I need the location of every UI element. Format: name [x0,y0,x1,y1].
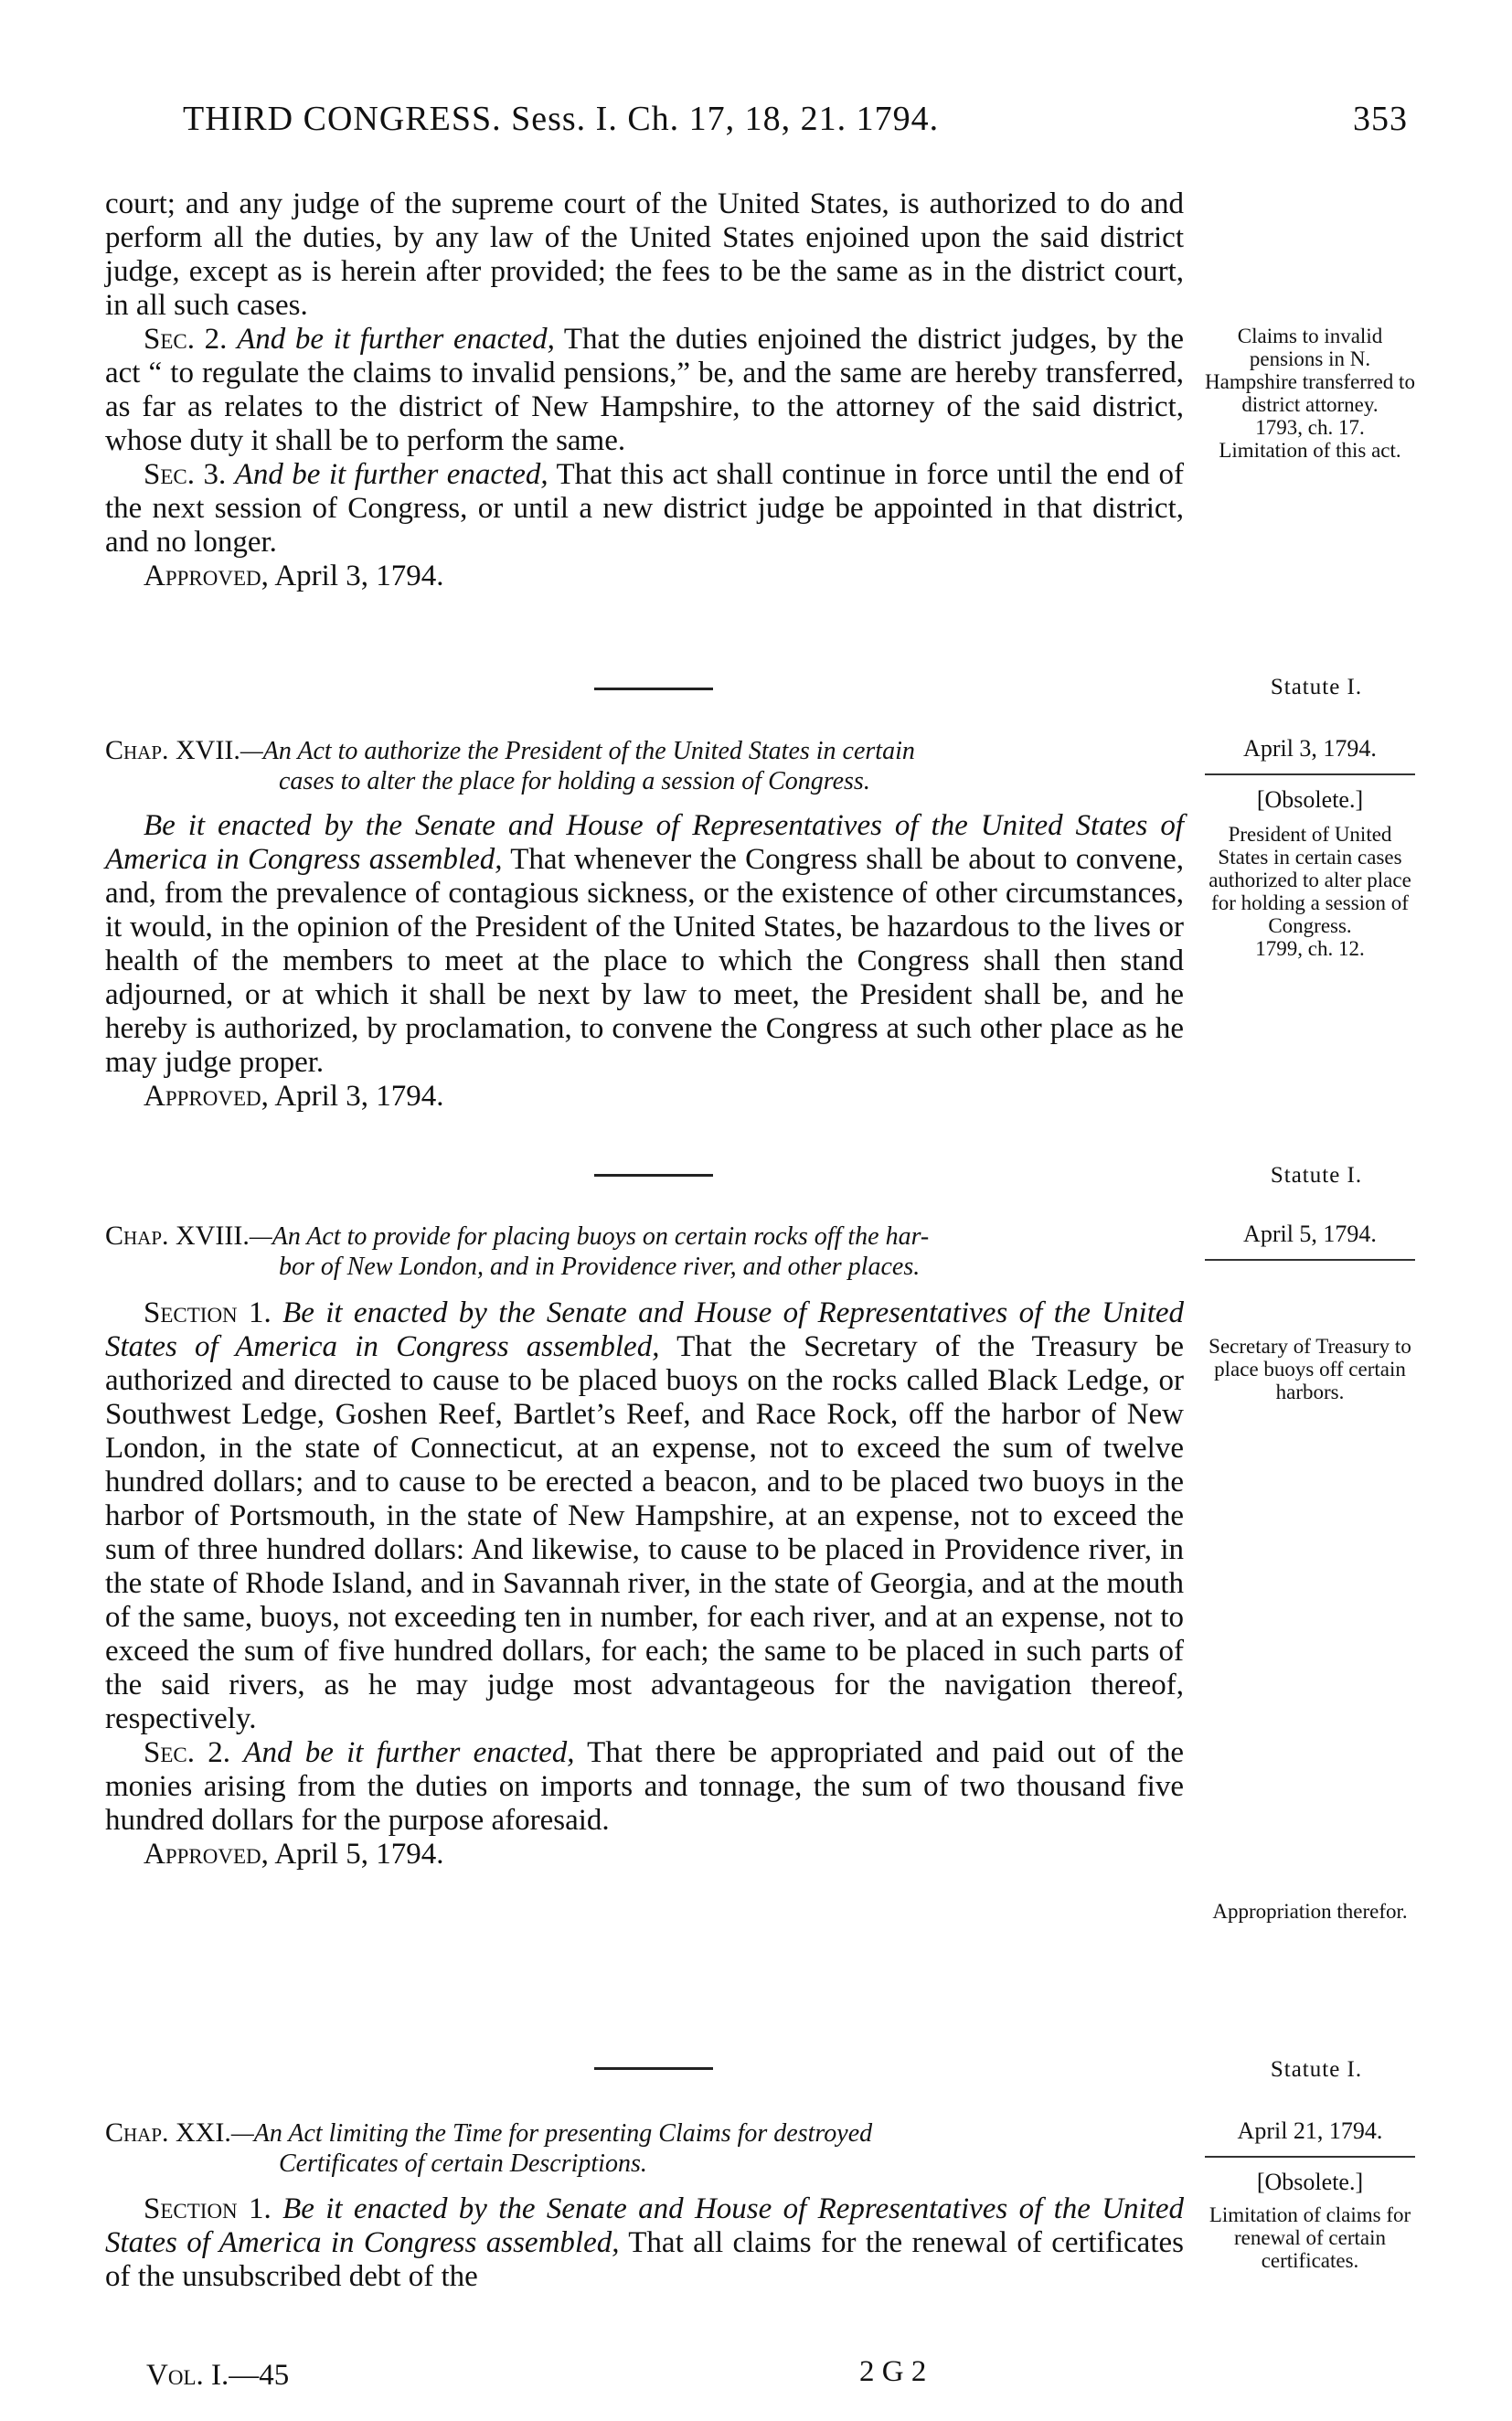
margin-note-treasury: Secretary of Treasury to place buoys off certain harbors. [1209,1335,1411,1403]
approved-line: Approved, April 3, 1794. [144,1080,444,1113]
statute-label: Statute I. [1270,2057,1363,2082]
signature-mark: 2 G 2 [859,2355,927,2388]
intro-paragraph: court; and any judge of the supreme court of the United States, is authorized to do and perform all the duties, by any law of the United States enjoined upon the said district judge, except as is herein after provided; the fees to be the same as in the district court, in all such cases. [105,187,1184,322]
date-rule [1205,773,1415,775]
chapter-title: Chap. XVIII.—An Act to provide for placing buoys on certain rocks off the har- bor of New London, and in Providence river, and other places. [105,1221,930,1281]
margin-note-claims: Claims to invalid pensions in N. Hampshire transferred to district attorney. 1793, ch. 17. Limitation of this act. [1205,325,1415,462]
intro-section-3: Sec. 3. And be it further enacted, That this act shall continue in force until the end of the next session of Congress, or until a new district judge be appointed in that district, and no longer. [105,458,1184,559]
date-rule [1205,2156,1415,2158]
section-rule [594,2067,713,2070]
section-rule [594,688,713,690]
statute-label: Statute I. [1270,1163,1363,1188]
chapter-title: Chap. XXI.—An Act limiting the Time for presenting Claims for destroyed Certificates of certain Descriptions. [105,2117,873,2178]
volume-mark: Vol. I.—45 [146,2359,290,2392]
intro-block [105,187,1184,593]
act-date: April 3, 1794. [1243,735,1377,762]
date-rule [1205,1259,1415,1261]
approved-line: Approved, April 5, 1794. [144,1838,444,1871]
statute-label: Statute I. [1270,675,1363,699]
intro-section-2: Sec. 2. And be it further enacted, That the duties enjoined the district judges, by the act “ to regulate the claims to invalid pensions,” be, and the same are hereby transferred, as far as relates to the district of New Hampshire, to the attorney of the said district, whose duty it shall be to perform the same. [105,323,1185,457]
chapter-body: Section 1. Be it enacted by the Senate and House of Representatives of the United States of America in Congress assembled, That all claims for the renewal of certificates of the unsubscribed debt of the [105,2192,1185,2293]
act-date: April 21, 1794. [1237,2117,1383,2144]
header-title: THIRD CONGRESS. Sess. I. Ch. 17, 18, 21. 1794. [183,100,940,138]
intro-approved: Approved, April 3, 1794. [144,560,444,592]
margin-note-appropriation: Appropriation therefor. [1212,1900,1408,1923]
running-header [183,99,1408,154]
obsolete-note: [Obsolete.] [1256,786,1364,813]
page-number: 353 [1353,100,1408,138]
margin-note-president: President of United States in certain cases authorized to alter place for holding a session of Congress. 1799, ch. 12. [1209,823,1411,960]
section-rule [594,1174,713,1177]
chapter-body: Section 1. Be it enacted by the Senate and House of Representatives of the United States of America in Congress assembled, That the Secretary of the Treasury be authorized and directed to cause to be placed buoys on the rocks called Black Ledge, or Southwest Ledge, Goshen Reef, Bartlet’s Reef, and Race Rock, off the harbor of New London, in the state of Connecticut, at an expense, not to exceed the sum of twelve hundred dollars; and to cause to be erected a beacon, and to be placed two buoys in the harbor of Portsmouth, in the state of New Hampshire, at an expense, not to exceed the sum of three hundred dollars: And likewise, to cause to be placed in Providence river, in the state of Rhode Island, and in Savannah river, in the state of Georgia, and at the mouth of the same, buoys, not exceeding ten in number, for each river, and at an expense, not to exceed the sum of five hundred dollars, for each; the same to be placed in such parts of the said rivers, as he may judge most advantageous for the navigation thereof, respectively. Sec. 2. And be it further enacted, That there be appropriated and paid out of the monies arising from the duties on imports and tonnage, the sum of two thousand five hundred dollars for the purpose aforesaid. Approved, April 5, 1794. [105,1296,1185,1871]
margin-note-certificates: Limitation of claims for renewal of certain certificates. [1209,2203,1411,2272]
obsolete-note: [Obsolete.] [1256,2169,1364,2195]
act-date: April 5, 1794. [1243,1221,1377,1247]
chapter-title: Chap. XVII.—An Act to authorize the President of the United States in certain cases to alter the place for holding a session of Congress. [105,735,915,795]
chapter-body: Be it enacted by the Senate and House of Representatives of the United States of America in Congress assembled, That whenever the Congress shall be about to convene, and, from the prevalence of contagious sickness, or the existence of other circumstances, it would, in the opinion of the President of the United States, be hazardous to the lives or health of the members to meet at the place to which the Congress shall then stand adjourned, or at which it shall be next by law to meet, the President shall be, and he hereby is authorized, by proclamation, to convene the Congress at such other place as he may judge proper. Approved, April 3, 1794. [105,809,1185,1113]
